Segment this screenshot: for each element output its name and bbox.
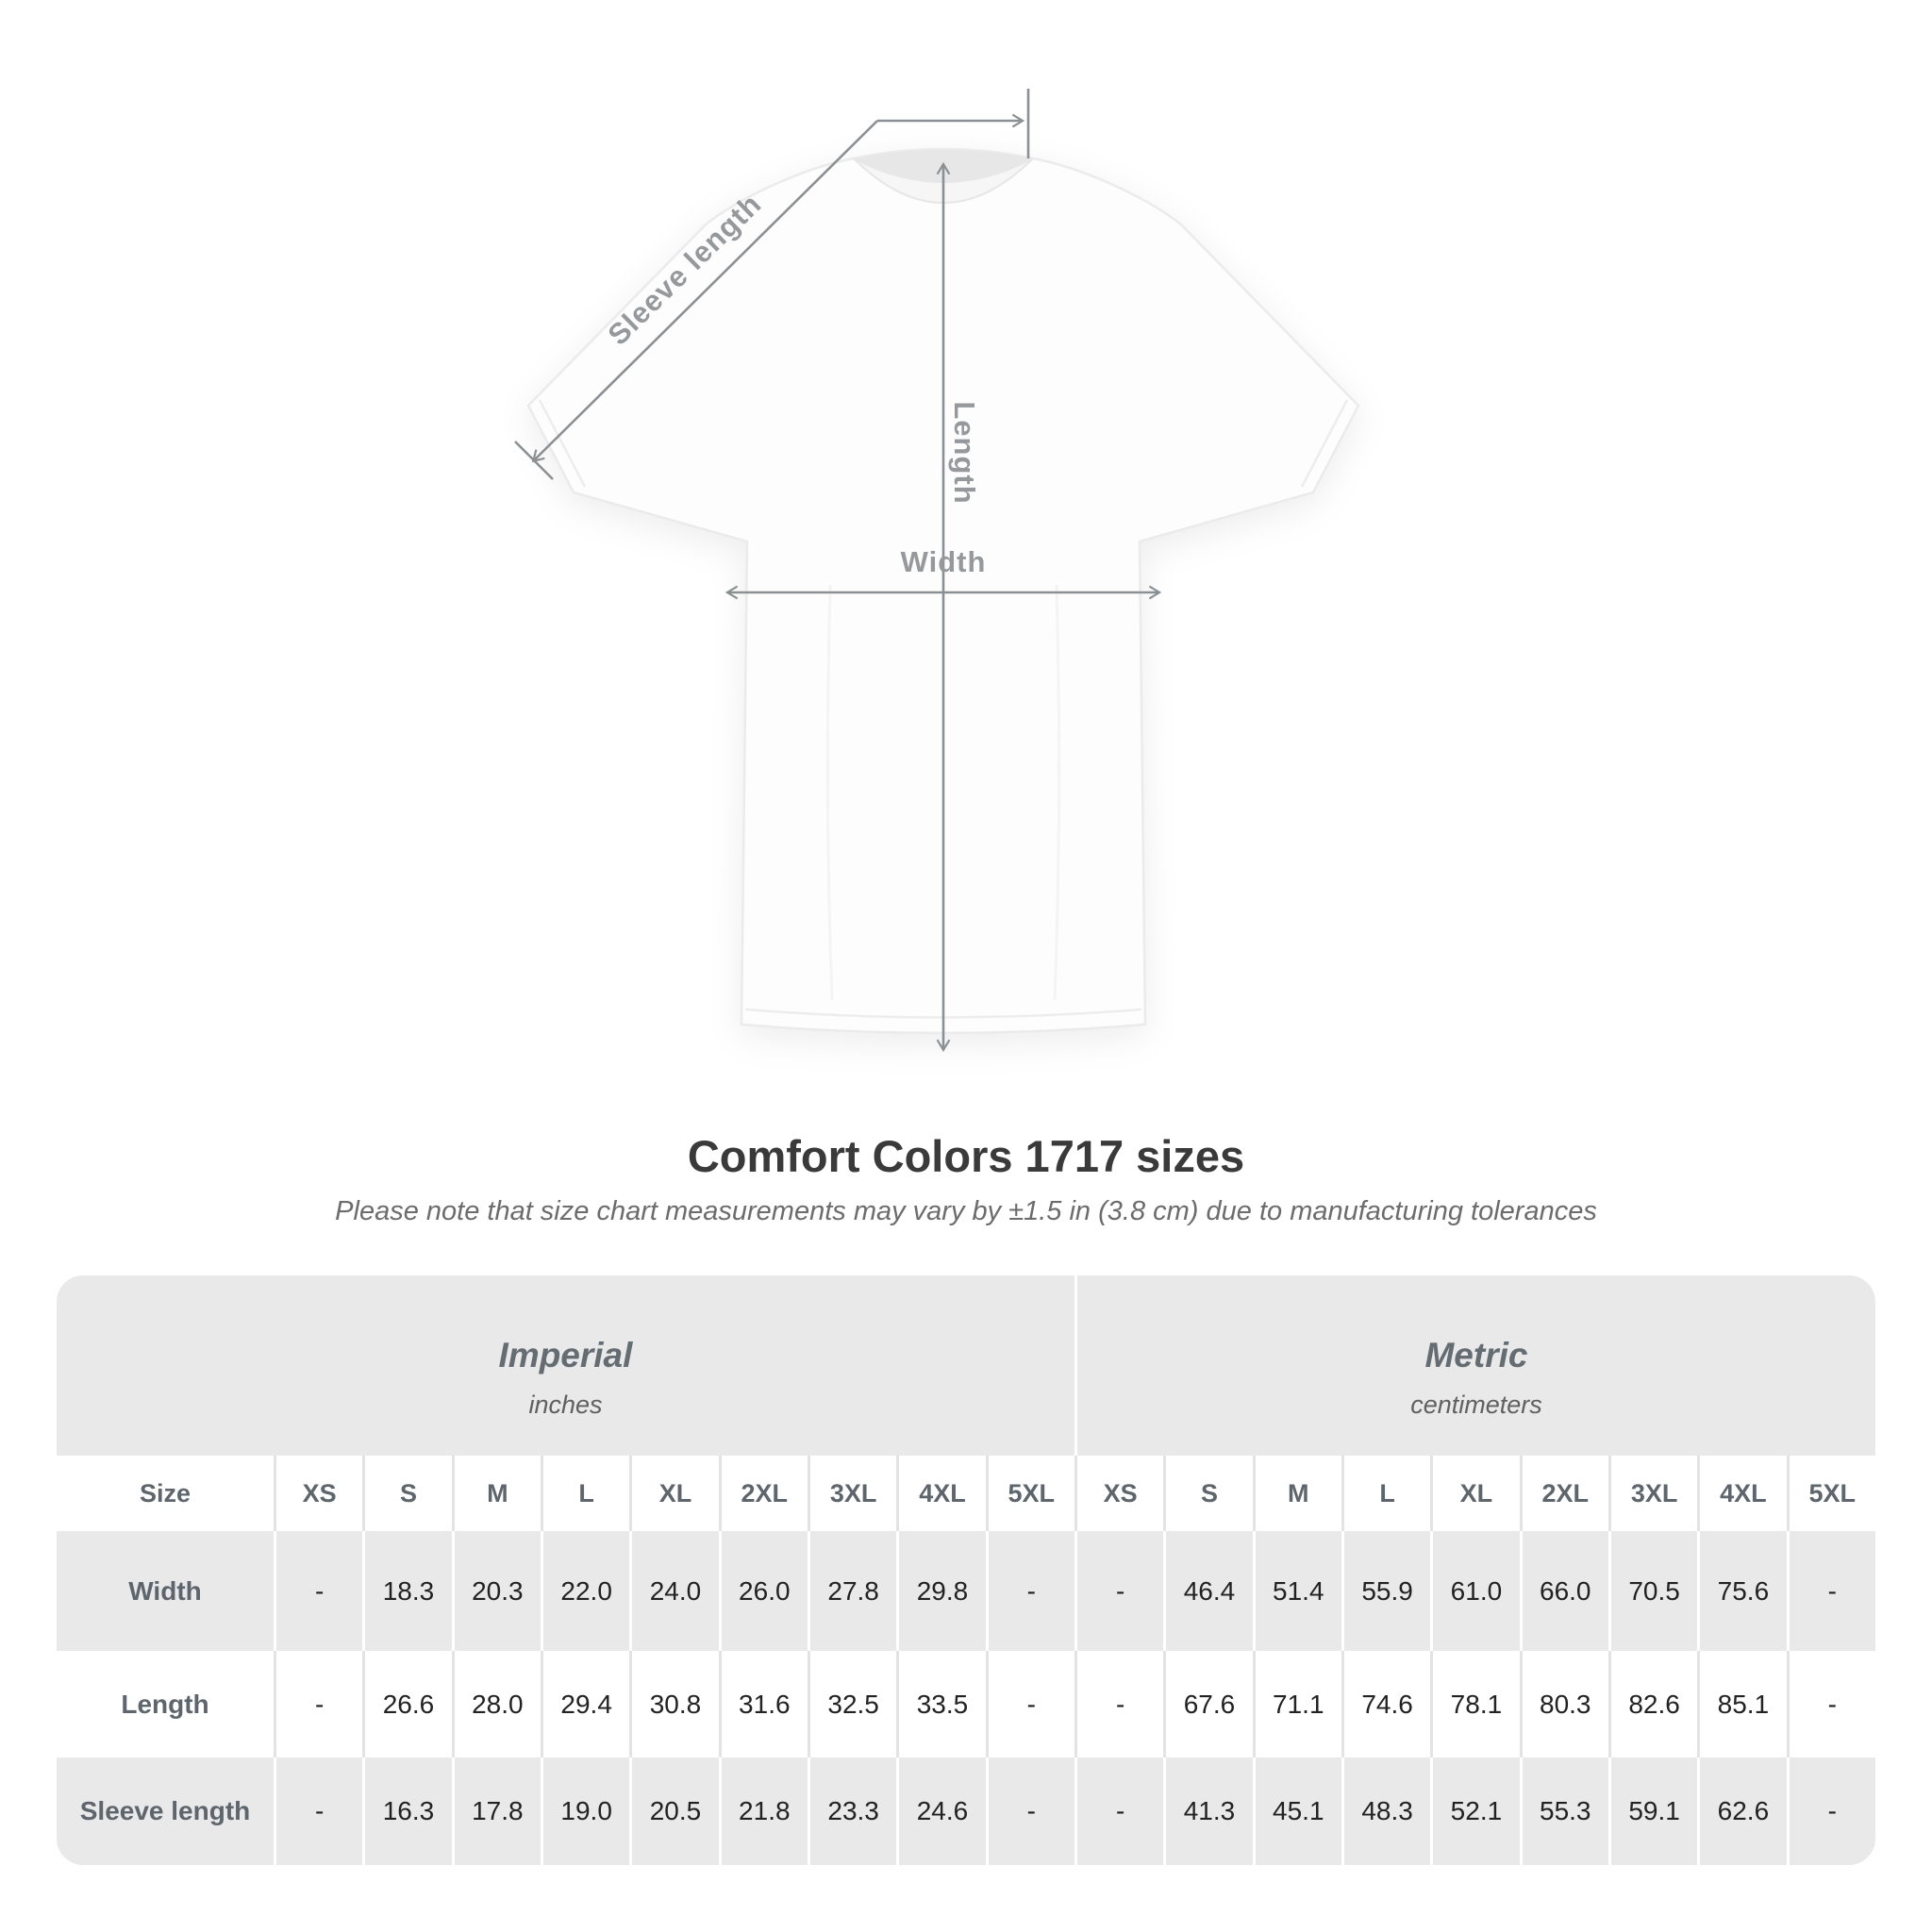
cell: 55.9 <box>1341 1531 1430 1651</box>
cell: 29.4 <box>541 1651 629 1757</box>
sleeve-length-label: Sleeve length <box>601 187 768 352</box>
col-header: 3XL <box>808 1456 896 1531</box>
col-header: 4XL <box>896 1456 985 1531</box>
col-header: XS <box>274 1456 362 1531</box>
cell: 21.8 <box>719 1757 808 1865</box>
imperial-unit: inches <box>528 1390 603 1419</box>
cell: 29.8 <box>896 1531 985 1651</box>
col-header: 3XL <box>1608 1456 1697 1531</box>
col-header: M <box>452 1456 541 1531</box>
width-label: Width <box>900 545 987 578</box>
size-table <box>57 1275 1875 1865</box>
cell: 67.6 <box>1163 1651 1252 1757</box>
col-header: 2XL <box>719 1456 808 1531</box>
cell: - <box>986 1531 1074 1651</box>
col-header: XL <box>1430 1456 1519 1531</box>
cell: 17.8 <box>452 1757 541 1865</box>
cell: - <box>274 1757 362 1865</box>
imperial-label: Imperial <box>498 1336 633 1375</box>
col-header: 4XL <box>1697 1456 1786 1531</box>
cell: - <box>274 1651 362 1757</box>
cell: - <box>274 1531 362 1651</box>
cell: 70.5 <box>1608 1531 1697 1651</box>
row-label: Sleeve length <box>57 1757 274 1865</box>
cell: 16.3 <box>362 1757 451 1865</box>
metric-unit: centimeters <box>1410 1390 1542 1419</box>
cell: - <box>1787 1531 1875 1651</box>
imperial-group-header <box>57 1275 1074 1456</box>
cell: 26.6 <box>362 1651 451 1757</box>
col-header: 5XL <box>1787 1456 1875 1531</box>
cell: - <box>1074 1757 1163 1865</box>
cell: - <box>1074 1531 1163 1651</box>
cell: 85.1 <box>1697 1651 1786 1757</box>
col-header: XL <box>629 1456 718 1531</box>
cell: 78.1 <box>1430 1651 1519 1757</box>
row-label: Width <box>57 1531 274 1651</box>
cell: 51.4 <box>1253 1531 1341 1651</box>
size-header-row <box>57 1456 1875 1531</box>
cell: 22.0 <box>541 1531 629 1651</box>
cell: - <box>986 1651 1074 1757</box>
cell: - <box>1787 1651 1875 1757</box>
cell: 24.0 <box>629 1531 718 1651</box>
cell: 61.0 <box>1430 1531 1519 1651</box>
cell: 80.3 <box>1520 1651 1608 1757</box>
cell: - <box>1074 1651 1163 1757</box>
page-title: Comfort Colors 1717 sizes <box>687 1131 1245 1181</box>
cell: 24.6 <box>896 1757 985 1865</box>
metric-label: Metric <box>1424 1336 1528 1375</box>
cell: 26.0 <box>719 1531 808 1651</box>
cell: 41.3 <box>1163 1757 1252 1865</box>
cell: 82.6 <box>1608 1651 1697 1757</box>
col-header: L <box>1341 1456 1430 1531</box>
cell: 18.3 <box>362 1531 451 1651</box>
col-header: S <box>362 1456 451 1531</box>
cell: 28.0 <box>452 1651 541 1757</box>
unit-group-row <box>57 1275 1875 1456</box>
cell: 48.3 <box>1341 1757 1430 1865</box>
cell: 45.1 <box>1253 1757 1341 1865</box>
cell: 23.3 <box>808 1757 896 1865</box>
table-row-sleeve-length <box>57 1757 1875 1865</box>
cell: 55.3 <box>1520 1757 1608 1865</box>
table-row-width <box>57 1531 1875 1651</box>
tolerance-note: Please note that size chart measurements may vary by ±1.5 in (3.8 cm) due to manufacturing tolerances <box>335 1196 1597 1226</box>
cell: 31.6 <box>719 1651 808 1757</box>
cell: 59.1 <box>1608 1757 1697 1865</box>
cell: 20.3 <box>452 1531 541 1651</box>
col-header: 2XL <box>1520 1456 1608 1531</box>
cell: 62.6 <box>1697 1757 1786 1865</box>
row-label: Length <box>57 1651 274 1757</box>
cell: 33.5 <box>896 1651 985 1757</box>
cell: 71.1 <box>1253 1651 1341 1757</box>
cell: - <box>1787 1757 1875 1865</box>
size-header-cell: Size <box>57 1456 274 1531</box>
col-header: S <box>1163 1456 1252 1531</box>
cell: 20.5 <box>629 1757 718 1865</box>
col-header: 5XL <box>986 1456 1074 1531</box>
length-label: Length <box>948 401 981 505</box>
col-header: L <box>541 1456 629 1531</box>
cell: 66.0 <box>1520 1531 1608 1651</box>
cell: 32.5 <box>808 1651 896 1757</box>
table-row-length <box>57 1651 1875 1757</box>
cell: - <box>986 1757 1074 1865</box>
cell: 46.4 <box>1163 1531 1252 1651</box>
col-header: M <box>1253 1456 1341 1531</box>
cell: 75.6 <box>1697 1531 1786 1651</box>
cell: 27.8 <box>808 1531 896 1651</box>
cell: 74.6 <box>1341 1651 1430 1757</box>
cell: 19.0 <box>541 1757 629 1865</box>
cell: 30.8 <box>629 1651 718 1757</box>
col-header: XS <box>1074 1456 1163 1531</box>
metric-group-header <box>1074 1275 1875 1456</box>
cell: 52.1 <box>1430 1757 1519 1865</box>
